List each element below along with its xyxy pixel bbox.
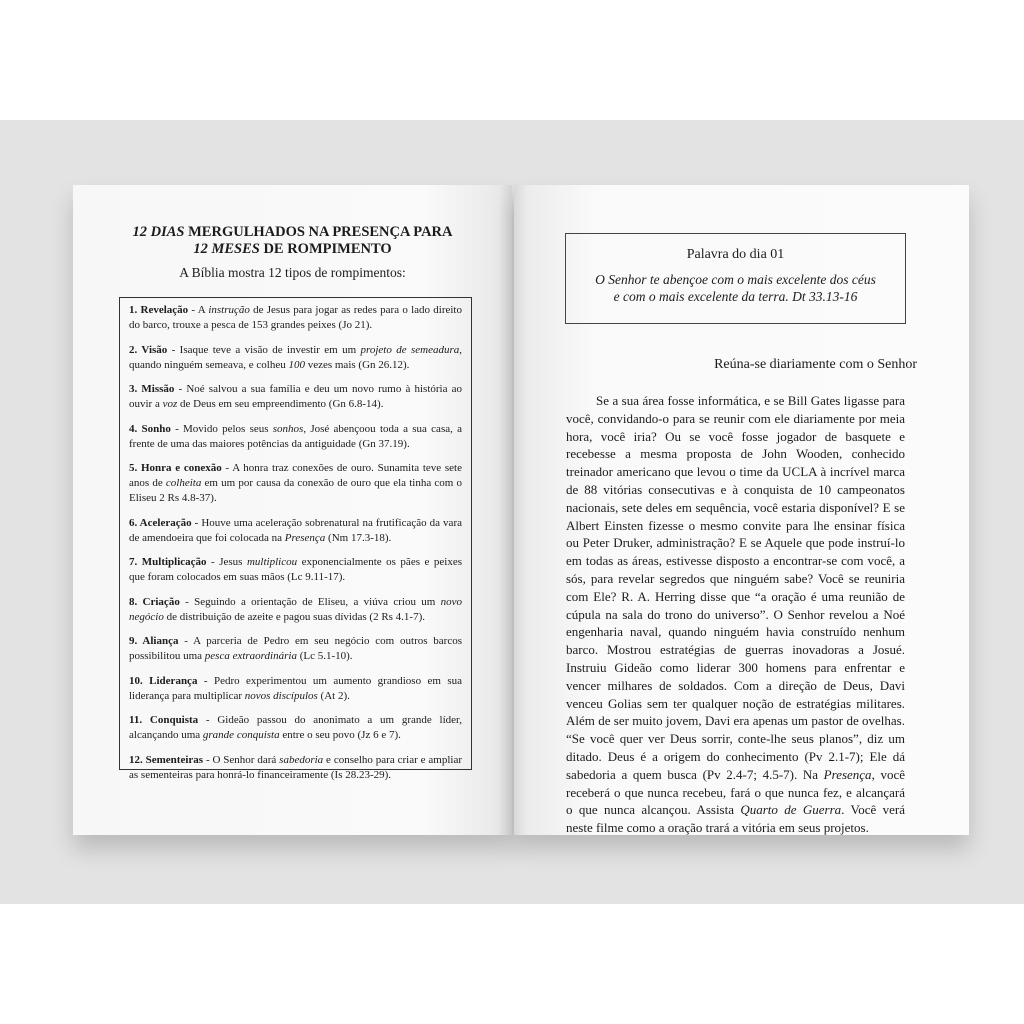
italic-text: Quarto de Guerra xyxy=(740,802,842,818)
rompimento-item: 4. Sonho - Movido pelos seus sonhos, José abençoou toda a sua casa, a frente de uma das maiores potências da antiguidade (Gn 37.19). xyxy=(129,422,462,450)
rompimento-item: 12. Sementeiras - O Senhor dará sabedoria e conselho para criar e ampliar as sementeiras para honrá-lo financeiramente (Is 28.23-29). xyxy=(129,753,462,781)
italic-text: grande conquista xyxy=(202,729,280,741)
italic-text: Presença xyxy=(823,766,872,782)
verse-line-2: e com o mais excelente da terra. xyxy=(613,289,789,304)
rompimento-title: 9. Aliança xyxy=(129,635,179,647)
italic-text: novos discípulos xyxy=(244,689,318,702)
rompimento-title: 5. Honra e conexão xyxy=(129,462,222,474)
verse-text xyxy=(566,271,905,305)
rompimentos-list-box xyxy=(119,297,472,781)
rompimento-title: 10. Liderança xyxy=(129,674,198,687)
italic-text: novo negócio xyxy=(129,595,463,623)
rompimento-title: 2. Visão xyxy=(129,343,168,356)
rompimento-item: 2. Visão - Isaque teve a visão de investir em um projeto de semeadura, quando ninguém semeava, e colheu 100 vezes mais (Gn 26.12). xyxy=(129,343,462,371)
rompimento-item: 9. Aliança - A parceria de Pedro em seu negócio com outros barcos possibilitou uma pesca extraordinária (Lc 5.1-10). xyxy=(129,635,462,662)
heading-italic-2: 12 MESES xyxy=(193,241,260,257)
heading-text-2: DE ROMPIMENTO xyxy=(259,241,392,257)
rompimento-title: 11. Conquista xyxy=(129,714,199,726)
heading-text-1: MERGULHADOS NA PRESENÇA PARA xyxy=(184,224,453,240)
italic-text: 100 xyxy=(288,358,305,371)
verse-box xyxy=(565,233,906,324)
italic-text: instrução xyxy=(208,304,250,316)
rompimento-title: 1. Revelação xyxy=(129,304,189,316)
left-page xyxy=(73,185,512,835)
rompimento-item: 11. Conquista - Gideão passou do anonimato a um grande líder, alcançando uma grande conquista entre o seu povo (Jz 6 e 7). xyxy=(129,714,462,741)
rompimento-item: 8. Criação - Seguindo a orientação de Eliseu, a viúva criou um novo negócio de distribuição de azeite e pagou suas dívidas (2 Rs 4.1-7). xyxy=(129,595,463,623)
rompimento-title: 7. Multiplicação xyxy=(129,556,207,568)
rompimento-title: 4. Sonho xyxy=(129,422,171,435)
verse-reference: Dt 33.13-16 xyxy=(788,289,858,304)
rompimento-item: 10. Liderança - Pedro experimentou um aumento grandioso em sua liderança para multiplicar novos discípulos (At 2). xyxy=(129,674,462,702)
rompimento-item: 3. Missão - Noé salvou a sua família e deu um novo rumo à história ao ouvir a voz de Deus em seu empreendimento (Gn 6.8-14). xyxy=(129,383,462,410)
rompimento-title: 8. Criação xyxy=(129,595,180,608)
heading-italic-1: 12 DIAS xyxy=(132,224,185,240)
section-heading: Reúna-se diariamente com o Senhor xyxy=(714,357,917,372)
italic-text: sonhos xyxy=(272,422,304,435)
rompimento-item: 7. Multiplicação - Jesus multiplicou exponencialmente os pães e peixes que foram colocados em suas mãos (Lc 9.11-17). xyxy=(129,556,462,583)
italic-text: projeto de semeadura xyxy=(360,343,460,356)
rompimento-item: 1. Revelação - A instrução de Jesus para jogar as redes para o lado direito do barco, trouxe a pesca de 153 grandes peixes (Jo 21). xyxy=(129,304,462,331)
right-page xyxy=(514,185,969,835)
rompimento-item: 5. Honra e conexão - A honra traz conexões de ouro. Sunamita teve sete anos de colheita em um por causa da conexão de ouro que ela tinha com o Eliseu 2 Rs 4.8-37). xyxy=(129,462,463,504)
rompimento-item: 6. Aceleração - Houve uma aceleração sobrenatural na frutificação da vara de amendoeira que foi colocada na Presença (Nm 17.3-18). xyxy=(129,516,462,544)
verse-line-1: O Senhor te abençoe com o mais excelente dos céus xyxy=(595,272,876,287)
rompimento-title: 12. Sementeiras xyxy=(129,753,204,766)
italic-text: multiplicou xyxy=(246,556,298,568)
body-paragraph: Se a sua área fosse informática, e se Bill Gates ligasse para você, convidando-o para se reunir com ele diariamente por meia hora, você iria? Ou se você fosse jogador de basquete e recebesse a mesma proposta de John Wooden, conhecido treinador americano que levou o time da UCLA à incrível marca de 88 vitórias consecutivas e à conquista de 10 campeonatos nacionais, sete deles em sequência, você estaria disponível? E se Albert Einsten fizesse o mesmo convite para lhe ensinar física ou Peter Druker, administração? E se Aquele que pode instruí-lo em todas as áreas, estivesse disposto a encontrar-se com você, a sós, para revelar segredos que ninguém sabe? Você se reuniria com Ele? R. A. Herring disse que “a oração é uma reunião de cúpula na sala do trono do universo”. O Senhor revelou a Noé engenharia naval, quando ninguém havia construído nenhum barco. Mostrou estratégias de guerras inovadoras a Josué. Instruiu Gideão como liderar 300 homens para enfrentar e vencer milhares de soldados. Com a direção de Deus, Davi venceu Golias sem ter qualquer noção de estratégias militares. Além de ser muito jovem, Davi era apenas um pastor de ovelhas. “Se você quer ver Deus sorrir, conte-lhe seus planos”, diz um ditado. Deus é a origem do conhecimento (Pv 2.1-7); Ele dá sabedoria a quem busca (Pv 2.4-7; 4.5-7). Na Presença, você receberá o que nunca recebeu, fará o que nunca fez, e alcançará o que nunca alcançou. Assista Quarto de Guerra. Você verá neste filme como a oração trará a vitória em seus projetos. xyxy=(566,393,906,836)
italic-text: sabedoria xyxy=(279,753,324,766)
italic-text: voz xyxy=(162,398,178,410)
left-page-subtitle: A Bíblia mostra 12 tipos de rompimentos: xyxy=(179,265,406,280)
rompimento-title: 6. Aceleração xyxy=(129,516,192,529)
rompimento-title: 3. Missão xyxy=(129,383,175,395)
verse-title: Palavra do dia 01 xyxy=(686,247,785,262)
italic-text: colheita xyxy=(165,477,202,489)
italic-text: Presença xyxy=(284,531,326,544)
left-page-heading xyxy=(73,224,512,258)
italic-text: pesca extraordinária xyxy=(204,650,297,662)
